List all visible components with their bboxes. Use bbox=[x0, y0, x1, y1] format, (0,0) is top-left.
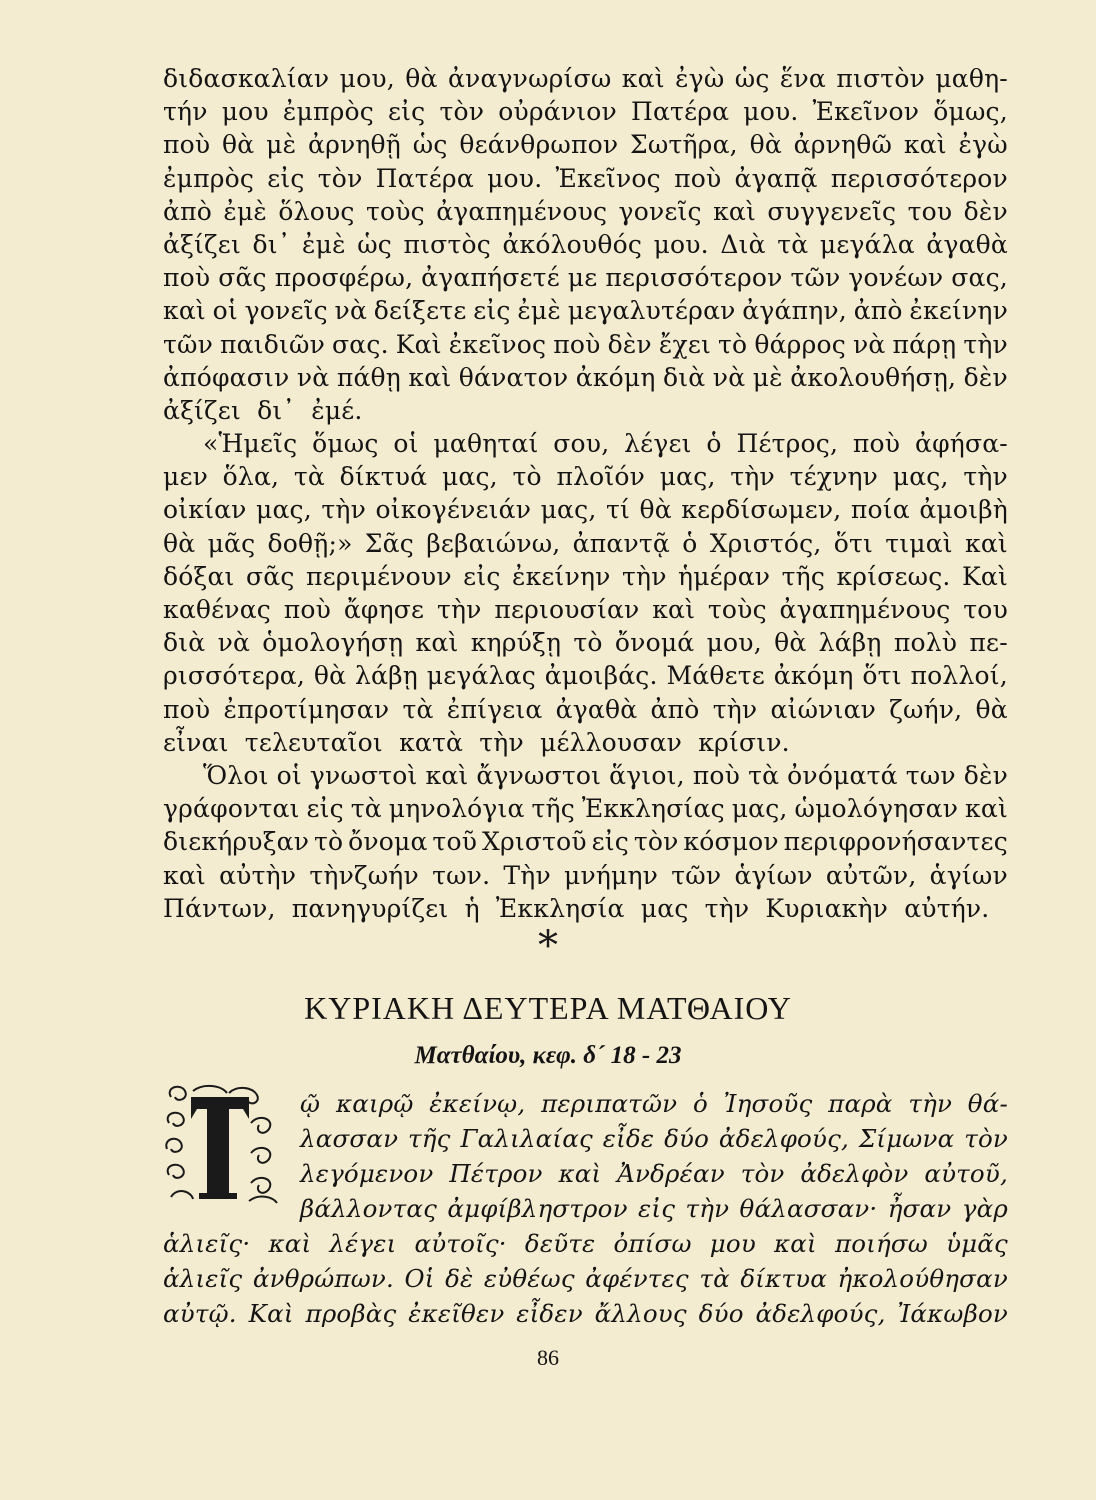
text-line: ἀξίζει δι᾿ ἐμὲ ὡς πιστὸς ἀκόλουθός μου. Διὰ τὰ μεγάλα ἀγαθὰ bbox=[163, 229, 1008, 259]
text-line: ἐμπρὸς εἰς τὸν Πατέρα μου. Ἐκεῖνος ποὺ ἀγαπᾷ περισσότερον bbox=[163, 163, 1008, 193]
text-line: Πάντων, πανηγυρίζει ἡ Ἐκκλησία μας τὴν Κυριακὴν αὐτήν. bbox=[163, 893, 990, 923]
text-line: βάλλοντας ἀμφίβληστρον εἰς τὴν θάλασσαν· ἦσαν γὰρ bbox=[300, 1194, 1008, 1223]
text-line: ἁλιεῖς· καὶ λέγει αὐτοῖς· δεῦτε ὀπίσω μου καὶ ποιήσω ὑμᾶς bbox=[163, 1229, 1008, 1258]
text-line: οἰκίαν μας, τὴν οἰκογένειάν μας, τί θὰ κερδίσωμεν, ποία ἀμοιβὴ bbox=[163, 495, 1008, 525]
text-line: μεν ὅλα, τὰ δίκτυά μας, τὸ πλοῖόν μας, τὴν τέχνην μας, τὴν bbox=[163, 462, 1008, 492]
text-line: ποὺ ἐπροτίμησαν τὰ ἐπίγεια ἀγαθὰ ἀπὸ τὴν αἰώνιαν ζωήν, θὰ bbox=[163, 694, 1008, 724]
text-line: καθένας ποὺ ἄφησε τὴν περιουσίαν καὶ τοὺς ἀγαπημένους του bbox=[163, 595, 1008, 624]
text-line: ἀπὸ ἐμὲ ὅλους τοὺς ἀγαπημένους γονεῖς καὶ συγγενεῖς του δὲν bbox=[163, 196, 1008, 226]
text-line: τῶν παιδιῶν σας. Καὶ ἐκεῖνος ποὺ δὲν ἔχει τὸ θάρρος νὰ πάρῃ τὴν bbox=[163, 329, 1008, 359]
text-line: λασσαν τῆς Γαλιλαίας εἶδε δύο ἀδελφούς, Σίμωνα τὸν bbox=[300, 1124, 1008, 1153]
text-line: τήν μου ἐμπρὸς εἰς τὸν οὐράνιον Πατέρα μου. Ἐκεῖνον ὅμως, bbox=[163, 97, 1008, 127]
text-line: καὶ οἱ γονεῖς νὰ δείξετε εἰς ἐμὲ μεγαλυτέραν ἀγάπην, ἀπὸ ἐκείνην bbox=[163, 296, 1008, 326]
text-line: ῷ καιρῷ ἐκείνῳ, περιπατῶν ὁ Ἰησοῦς παρὰ τὴν θά- bbox=[300, 1089, 1008, 1118]
text-line: λεγόμενον Πέτρον καὶ Ἀνδρέαν τὸν ἀδελφὸν αὐτοῦ, bbox=[300, 1159, 1008, 1188]
text-line: ἀξίζει δι᾿ ἐμέ. bbox=[163, 395, 363, 425]
text-line: γράφονται εἰς τὰ μηνολόγια τῆς Ἐκκλησίας μας, ὡμολόγησαν καὶ bbox=[163, 794, 1008, 824]
gospel-reference: Ματθαίου, κεφ. δ´ 18 - 23 bbox=[414, 1042, 682, 1069]
text-line: καὶ αὐτὴν τὴνζωήν των. Τὴν μνήμην τῶν ἁγίων αὐτῶν, ἁγίων bbox=[163, 860, 1008, 890]
text-line: αὐτῷ. Καὶ προβὰς ἐκεῖθεν εἶδεν ἄλλους δύο ἀδελφούς, Ἰάκωβον bbox=[163, 1299, 1008, 1328]
section-title: ΚΥΡΙΑΚΗ ΔΕΥΤΕΡΑ ΜΑΤΘΑΙΟΥ bbox=[304, 990, 792, 1026]
text-line: θὰ μᾶς δοθῇ;» Σᾶς βεβαιώνω, ἀπαντᾷ ὁ Χριστός, ὅτι τιμαὶ καὶ bbox=[163, 528, 1008, 558]
text-line: ἁλιεῖς ἀνθρώπων. Οἱ δὲ εὐθέως ἀφέντες τὰ δίκτυα ἠκολούθησαν bbox=[163, 1264, 1008, 1293]
text-line: Ὅλοι οἱ γνωστοὶ καὶ ἄγνωστοι ἅγιοι, ποὺ τὰ ὀνόματά των δὲν bbox=[203, 760, 1008, 790]
text-line: δόξαι σᾶς περιμένουν εἰς ἐκείνην τὴν ἡμέραν τῆς κρίσεως. Καὶ bbox=[163, 561, 1008, 591]
text-line: διεκήρυξαν τὸ ὄνομα τοῦ Χριστοῦ εἰς τὸν κόσμον περιφρονήσαντες bbox=[163, 827, 1008, 857]
drop-cap-letter bbox=[281, 1083, 282, 1084]
text-line: ρισσότερα, θὰ λάβῃ μεγάλας ἀμοιβάς. Μάθετε ἀκόμη ὅτι πολλοί, bbox=[163, 661, 1008, 691]
text-line: διδασκαλίαν μου, θὰ ἀναγνωρίσω καὶ ἐγὼ ὡς ἕνα πιστὸν μαθη- bbox=[163, 64, 1008, 93]
text-line: εἶναι τελευταῖοι κατὰ τὴν μέλλουσαν κρίσιν. bbox=[163, 727, 790, 757]
gospel-text bbox=[163, 1086, 1008, 1331]
text-line: διὰ νὰ ὁμολογήσῃ καὶ κηρύξῃ τὸ ὄνομά μου, θὰ λάβῃ πολὺ πε- bbox=[163, 628, 1008, 658]
section-divider-asterisk: * bbox=[538, 923, 558, 969]
text-line: «Ἡμεῖς ὅμως οἱ μαθηταί σου, λέγει ὁ Πέτρος, ποὺ ἀφήσα- bbox=[203, 429, 1008, 459]
text-line: ἀπόφασιν νὰ πάθῃ καὶ θάνατον ἀκόμη διὰ νὰ μὲ ἀκολουθήσῃ, δὲν bbox=[163, 362, 1008, 392]
body-text bbox=[163, 62, 1008, 925]
page-number: 86 bbox=[537, 1345, 559, 1370]
text-line: ποὺ θὰ μὲ ἀρνηθῇ ὡς θεάνθρωπον Σωτῆρα, θὰ ἀρνηθῶ καὶ ἐγὼ bbox=[163, 130, 1008, 160]
text-line: ποὺ σᾶς προσφέρω, ἀγαπήσετέ με περισσότερον τῶν γονέων σας, bbox=[163, 263, 1008, 293]
